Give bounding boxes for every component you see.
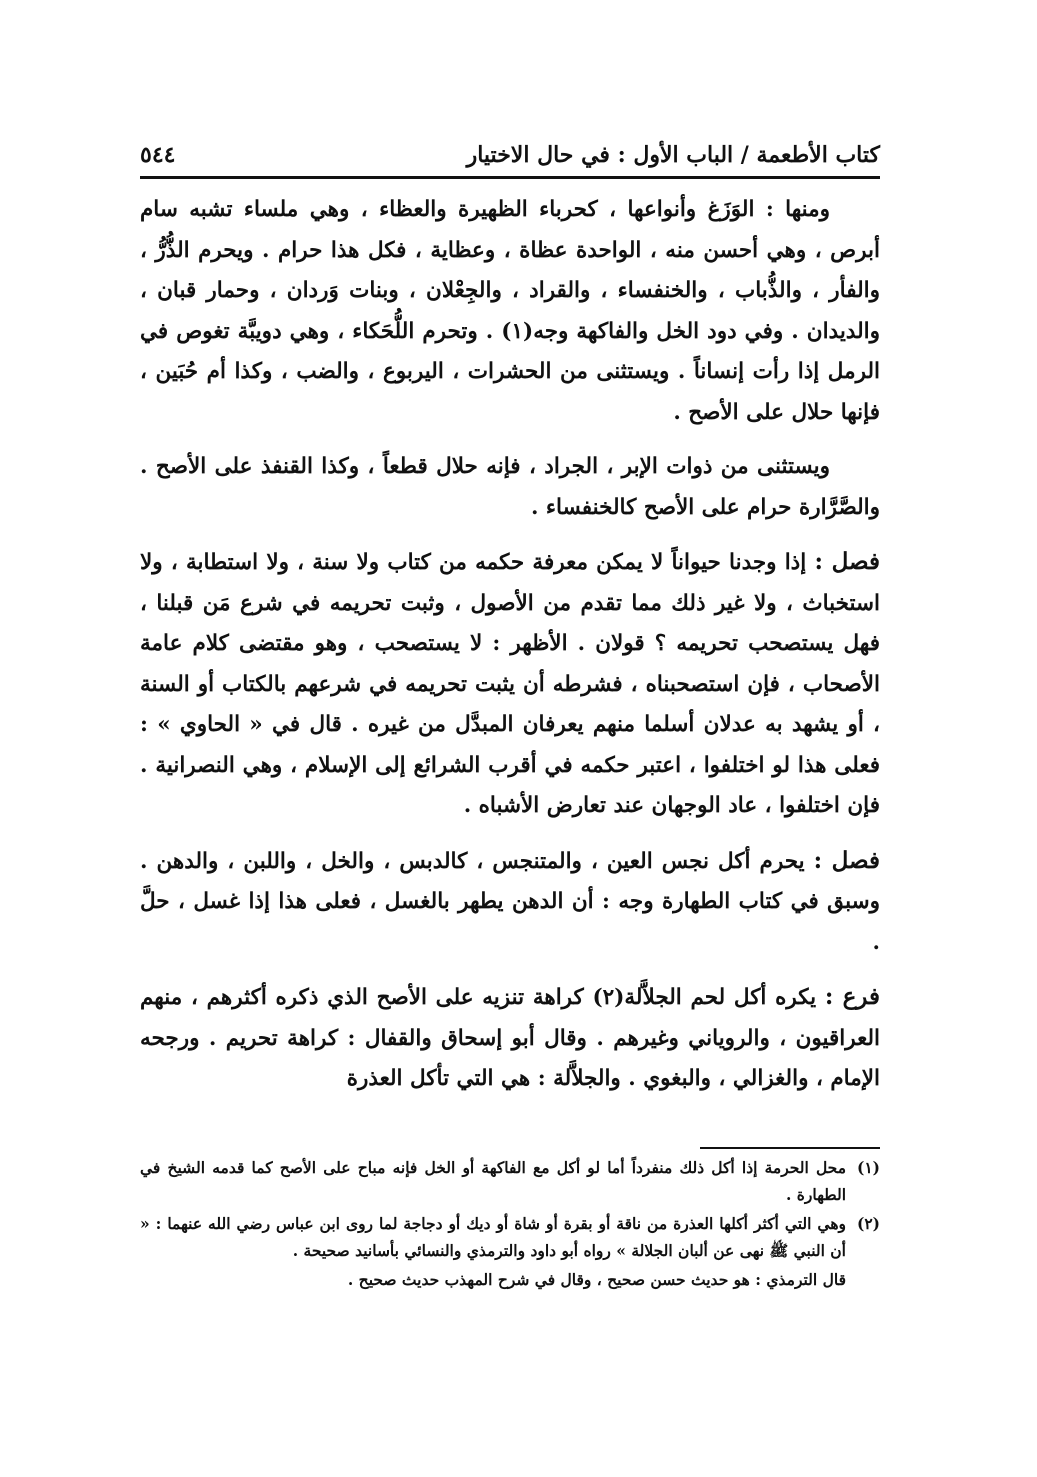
footnotes: [140, 1154, 880, 1293]
footnote-2-continuation: قال الترمذي : هو حديث حسن صحيح ، وقال في شرح المهذب حديث صحيح .: [347, 1270, 846, 1289]
running-title: كتاب الأطعمة / الباب الأول : في حال الاختيار: [466, 142, 880, 168]
paragraph-text: يكره أكل لحم الجلاَّلة(٢) كراهة تنزيه على الأصح الذي ذكره أكثرهم ، منهم العراقيون ، والروياني وغيرهم . وقال أبو إسحاق والقفال : كراهة تحريم . ورجحه الإمام ، والغزالي ، والبغوي . والجلاَّلة : هي التي تأكل العذرة: [140, 985, 880, 1091]
section-fasl-1: [140, 542, 880, 827]
footnote-rule: [700, 1147, 880, 1149]
paragraph-text: ومنها : الوَزَغ وأنواعها ، كحرباء الظهيرة والعظاء ، وهي ملساء تشبه سام أبرص ، وهي أحسن منه ، الواحدة عظاة ، وعظاية ، فكل هذا حرام . ويحرم الذُّرُّ ، والفأر ، والذُّباب ، والخنفساء ، والقراد ، والجِعْلان ، وبنات وَردان ، وحمار قبان ، والديدان . وفي دود الخل والفاكهة وجه(١) . وتحرم اللُّحَكاء ، وهي دويبَّة تغوص في الرمل إذا رأت إنساناً . ويستثنى من الحشرات ، اليربوع ، والضب ، وكذا أم حُبَين ، فإنها حلال على الأصح .: [140, 197, 880, 425]
section-heading: فرع :: [824, 983, 880, 1010]
paragraph-text: يحرم أكل نجس العين ، والمتنجس ، كالدبس ، والخل ، واللبن ، والدهن . وسبق في كتاب الطهارة وجه : أن الدهن يطهر بالغسل ، فعلى هذا إذا غسل ، حلَّ .: [140, 848, 880, 955]
footnote-text: محل الحرمة إذا أكل ذلك منفرداً أما لو أكل مع الفاكهة أو الخل فإنه مباح على الأصح كما قدمه الشيخ في الطهارة .: [140, 1158, 846, 1204]
section-fasl-2: [140, 841, 880, 964]
section-heading: فصل :: [813, 846, 880, 874]
page-number: ٥٤٤: [140, 142, 176, 168]
footnote-2: [140, 1210, 880, 1264]
section-heading: فصل :: [814, 548, 880, 575]
section-far: [140, 977, 880, 1100]
paragraph-text: ويستثنى من ذوات الإبر ، الجراد ، فإنه حلال قطعاً ، وكذا القنفذ على الأصح . والصَّرَّارة حرام على الأصح كالخنفساء .: [140, 454, 880, 520]
footnote-1: [140, 1154, 880, 1208]
main-text: [140, 190, 880, 1114]
paragraph-text: إذا وجدنا حيواناً لا يمكن معرفة حكمه من كتاب ولا سنة ، ولا استطابة ، ولا استخباث ، ولا غير ذلك مما تقدم من الأصول ، وثبت تحريمه في شرع مَن قبلنا ، فهل يستصحب تحريمه ؟ قولان . الأظهر : لا يستصحب ، وهو مقتضى كلام عامة الأصحاب ، فإن استصحبناه ، فشرطه أن يثبت تحريمه في شرعهم بالكتاب أو السنة ، أو يشهد به عدلان أسلما منهم يعرفان المبدَّل من غيره . قال في « الحاوي » : فعلى هذا لو اختلفوا ، اعتبر حكمه في أقرب الشرائع إلى الإسلام ، وهي النصرانية . فإن اختلفوا ، عاد الوجهان عند تعارض الأشباه .: [140, 550, 880, 818]
paragraph-1: [140, 190, 880, 433]
header-rule: [140, 176, 880, 179]
footnote-number: (١): [856, 1158, 880, 1177]
paragraph-2: [140, 447, 880, 528]
page-header: [140, 135, 880, 175]
footnote-number: (٢): [856, 1214, 880, 1233]
footnote-text: وهي التي أكثر أكلها العذرة من ناقة أو بقرة أو شاة أو ديك أو دجاجة لما روى ابن عباس رضي الله عنهما : « أن النبي ﷺ نهى عن ألبان الجلالة » رواه أبو داود والترمذي والنسائي بأسانيد صحيحة .: [140, 1214, 846, 1260]
